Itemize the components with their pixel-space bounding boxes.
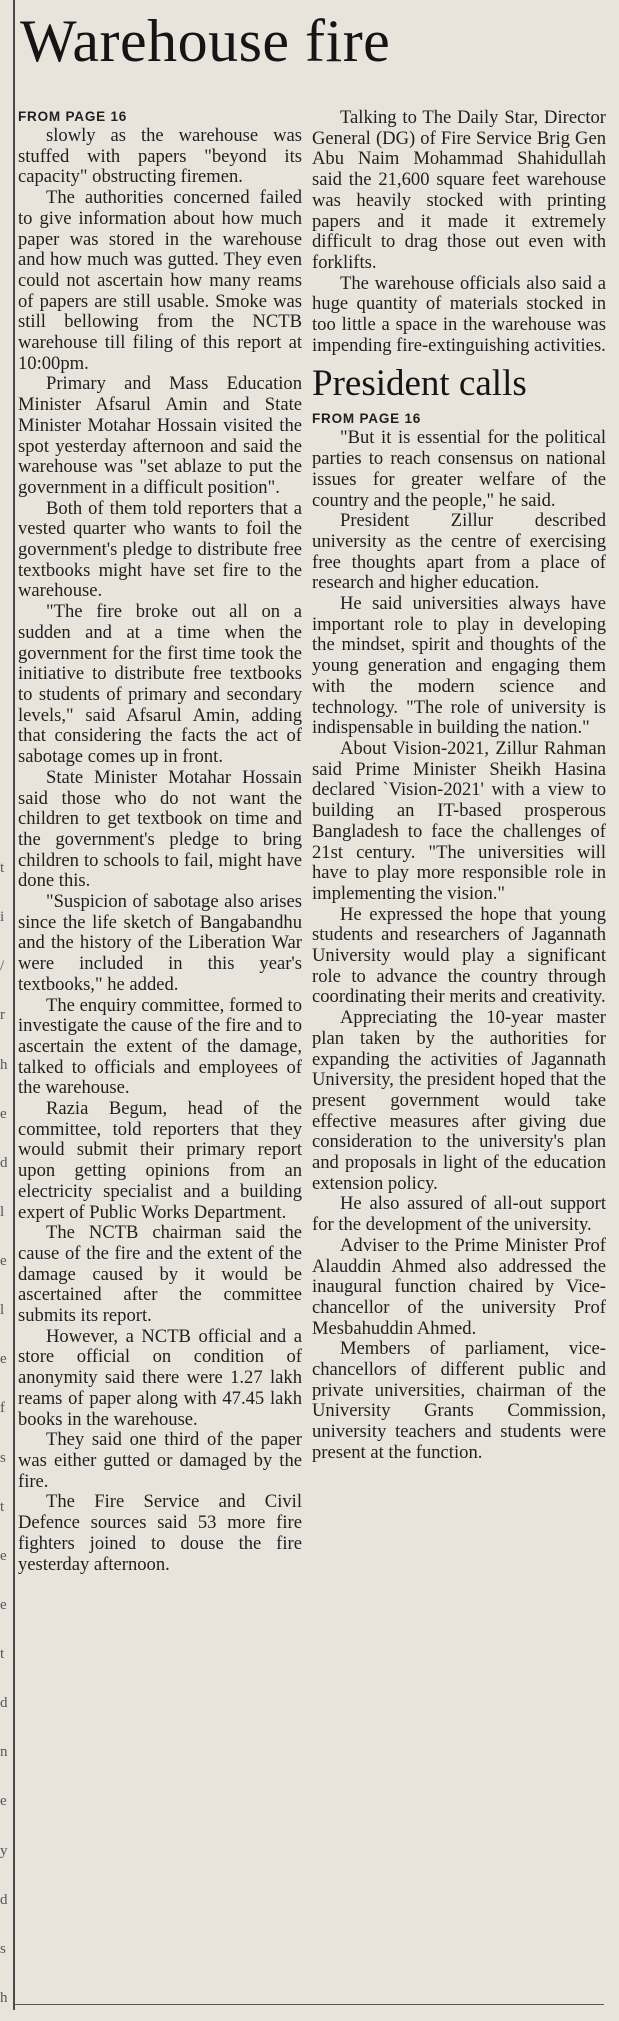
gutter-fragment: i — [0, 909, 5, 925]
article-paragraph: Adviser to the Prime Minister Prof Alauddin Ahmed also addressed the inaugural function chaired by Vice-chancellor of the university Prof Mesbahuddin Ahmed. — [312, 1234, 606, 1339]
gutter-fragment: n — [0, 1744, 8, 1760]
article-paragraph: "The fire broke out all on a sudden and at a time when the government for the first time took the initiative to distribute free textbooks to students of primary and secondary levels," said Afsarul Amin, adding that considering the facts the act of sabotage comes up in front. — [18, 601, 302, 768]
gutter-fragment: e — [0, 1793, 7, 1809]
gutter-fragment: l — [0, 1204, 5, 1220]
article-paragraph: Appreciating the 10-year master plan taken by the authorities for expanding the activities of Jagannath University, the president hoped that the present government would take effective measures after giving due consideration to the university's plan and proposals in light of the education extension policy. — [312, 1007, 606, 1194]
gutter-fragment: e — [0, 1548, 7, 1564]
article-paragraph: President Zillur described university as the centre of exercising free thoughts apart from a place of research and higher education. — [312, 510, 606, 594]
article-paragraph: He also assured of all-out support for the development of the university. — [312, 1193, 606, 1236]
headline: Warehouse fire — [20, 8, 391, 74]
article-paragraph: He said universities always have important role to play in developing the mindset, spirit and thoughts of the young generation and engaging them with the modern science and technology. "The role of university is indispensable in building the nation." — [312, 593, 606, 739]
gutter-fragment: e — [0, 1253, 7, 1269]
article-paragraph: The Fire Service and Civil Defence sources said 53 more fire fighters joined to douse the fire yesterday afternoon. — [18, 1491, 302, 1575]
gutter-fragment: t — [0, 860, 5, 876]
article-paragraph: They said one third of the paper was either gutted or damaged by the fire. — [18, 1429, 302, 1492]
gutter-fragment: y — [0, 1843, 8, 1859]
gutter-fragment: l — [0, 1302, 5, 1318]
article-paragraph: Talking to The Daily Star, Director General (DG) of Fire Service Brig Gen Abu Naim Mohammad Shahidullah said the 21,600 square feet warehouse was heavily stocked with printing papers and it made it extremely difficult to drag those out even with forklifts. — [312, 107, 606, 273]
article-column-right — [312, 108, 606, 1464]
gutter-fragment: e — [0, 1351, 7, 1367]
article-paragraph: He expressed the hope that young students and researchers of Jagannath University would play a significant role to advance the country through coordinating their merits and creativity. — [312, 903, 606, 1008]
article-paragraph: "Suspicion of sabotage also arises since the life sketch of Bangabandhu and the history of the Liberation War were included in this year's textbooks," he added. — [18, 891, 302, 995]
article-paragraph: About Vision-2021, Zillur Rahman said Prime Minister Sheikh Hasina declared `Vision-2021' with a view to building an IT-based prosperous Bangladesh to face the challenges of 21st century. "The universities will have to play more responsible role in implementing the vision." — [312, 737, 606, 904]
article-paragraph: The NCTB chairman said the cause of the fire and the extent of the damage caused by it would be ascertained after the committee submits its report. — [18, 1222, 302, 1327]
article-column-left — [18, 108, 302, 1575]
article-paragraph: However, a NCTB official and a store official on condition of anonymity said there were 1.27 lakh reams of paper along with 47.45 lakh books in the warehouse. — [18, 1325, 302, 1430]
article-paragraph: The warehouse officials also said a huge quantity of materials stocked in too little a space in the warehouse was impending fire-extinguishing activities. — [312, 272, 606, 356]
gutter-fragment: h — [0, 1990, 8, 2006]
gutter-fragment: t — [0, 1646, 5, 1662]
gutter-fragment: d — [0, 1695, 8, 1711]
from-page-label-2: FROM PAGE 16 — [312, 411, 422, 427]
gutter-fragment: t — [0, 1499, 5, 1515]
bottom-rule — [14, 2004, 604, 2005]
gutter-fragment: d — [0, 1155, 8, 1171]
gutter-fragment: / — [0, 958, 5, 974]
article-paragraph: Both of them told reporters that a vested quarter who wants to foil the government's pledge to distribute free textbooks might have set fire to the warehouse. — [18, 497, 302, 602]
article-paragraph: The enquiry committee, formed to investigate the cause of the fire and to ascertain the extent of the damage, talked to officials and employees of the warehouse. — [18, 994, 302, 1099]
subheadline: President calls — [312, 363, 527, 405]
article-paragraph: Primary and Mass Education Minister Afsarul Amin and State Minister Motahar Hossain visited the spot yesterday afternoon and said the warehouse was "set ablaze to put the government in a difficult position". — [18, 373, 302, 498]
gutter-fragment: s — [0, 1450, 6, 1466]
article-paragraph: State Minister Motahar Hossain said those who do not want the children to get textbook on time and the government's pledge to bring children to schools to fail, might have done this. — [18, 766, 302, 892]
gutter-fragment: e — [0, 1106, 7, 1122]
gutter-fragment: r — [0, 1007, 5, 1023]
article-paragraph: "But it is essential for the political parties to reach consensus on national issues for greater welfare of the country and the people," he said. — [312, 427, 606, 511]
article-paragraph: Members of parliament, vice-chancellors of different public and private universities, chairman of the University Grants Commission, university teachers and students were present at the function. — [312, 1338, 606, 1463]
gutter-fragment: e — [0, 1597, 7, 1613]
article-paragraph: slowly as the warehouse was stuffed with papers "beyond its capacity" obstructing firemen. — [18, 125, 302, 188]
gutter-fragment: s — [0, 1941, 6, 1957]
from-page-label: FROM PAGE 16 — [18, 109, 128, 124]
gutter-fragment: d — [0, 1892, 8, 1908]
gutter-fragment: h — [0, 1057, 8, 1073]
left-column-rule — [13, 0, 15, 2010]
gutter-fragment: f — [0, 1400, 5, 1416]
article-paragraph: Razia Begum, head of the committee, told reporters that they would submit their primary report upon getting opinions from an electricity specialist and a building expert of Public Works Department. — [18, 1098, 302, 1223]
article-paragraph: The authorities concerned failed to give information about how much paper was stored in the warehouse and how much was gutted. They even could not ascertain how many reams of papers are still usable. Smoke was still bellowing from the NCTB warehouse till filing of this report at 10:00pm. — [18, 187, 302, 374]
